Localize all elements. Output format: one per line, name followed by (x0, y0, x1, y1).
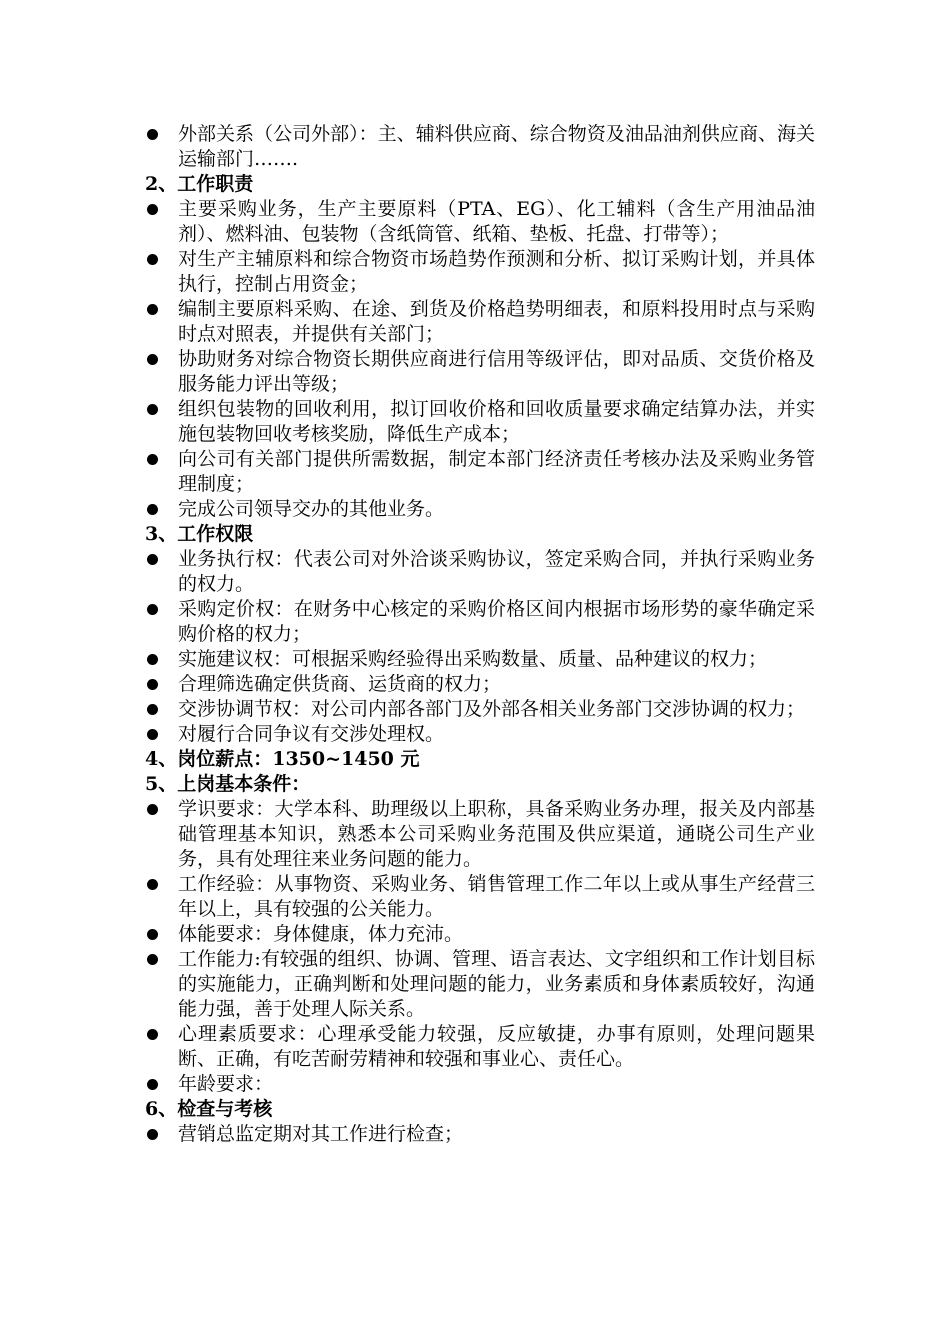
list-item (145, 447, 815, 497)
list-item (145, 247, 815, 297)
list-item-text: 组织包装物的回收利用，拟订回收价格和回收质量要求确定结算办法，并实施包装物回收考核奖励，降低生产成本； (178, 398, 815, 445)
list-item (145, 122, 815, 172)
bullet-icon (147, 929, 158, 940)
list-item-text: 学识要求：大学本科、助理级以上职称，具备采购业务办理，报关及内部基础管理基本知识，熟悉本公司采购业务范围及供应渠道，通晓公司生产业务，具有处理往来业务问题的能力。 (178, 798, 815, 870)
list-item-text: 外部关系（公司外部）：主、辅料供应商、综合物资及油品油剂供应商、海关运输部门……. (178, 123, 815, 170)
section-heading: 4、岗位薪点：1350~1450 元 (145, 748, 420, 770)
bullet-icon (147, 204, 158, 215)
bullet-icon (147, 704, 158, 715)
list-item-text: 协助财务对综合物资长期供应商进行信用等级评估，即对品质、交货价格及服务能力评出等级； (178, 348, 815, 395)
list-item-text: 工作经验：从事物资、采购业务、销售管理工作二年以上或从事生产经营三年以上，具有较强的公关能力。 (178, 873, 815, 920)
list-item (145, 672, 815, 697)
list-item-text: 业务执行权：代表公司对外洽谈采购协议，签定采购合同，并执行采购业务的权力。 (178, 548, 815, 595)
bullet-icon (147, 504, 158, 515)
list-item-text: 营销总监定期对其工作进行检查； (178, 1123, 464, 1145)
list-item (145, 697, 815, 722)
list-item-text: 工作能力:有较强的组织、协调、管理、语言表达、文字组织和工作计划目标的实施能力，正确判断和处理问题的能力，业务素质和身体素质较好，沟通能力强，善于处理人际关系。 (178, 948, 815, 1020)
list-item (145, 922, 815, 947)
list-item (145, 722, 815, 747)
list-item-text: 编制主要原料采购、在途、到货及价格趋势明细表，和原料投用时点与采购时点对照表，并提供有关部门； (178, 298, 815, 345)
list-item (145, 872, 815, 922)
document-body (145, 122, 815, 1147)
bullet-icon (147, 679, 158, 690)
list-item-text: 对生产主辅原料和综合物资市场趋势作预测和分析、拟订采购计划，并具体执行，控制占用资金； (178, 248, 815, 295)
list-item (145, 397, 815, 447)
list-item-text: 心理素质要求：心理承受能力较强，反应敏捷，办事有原则，处理问题果断、正确，有吃苦耐劳精神和较强和事业心、责任心。 (178, 1023, 815, 1070)
list-item-text: 完成公司领导交办的其他业务。 (178, 498, 445, 520)
bullet-icon (147, 404, 158, 415)
bullet-icon (147, 1029, 158, 1040)
list-item (145, 497, 815, 522)
list-item-text: 交涉协调节权：对公司内部各部门及外部各相关业务部门交涉协调的权力； (178, 698, 806, 720)
bullet-icon (147, 954, 158, 965)
bullet-icon (147, 1079, 158, 1090)
bullet-icon (147, 129, 158, 140)
bullet-icon (147, 604, 158, 615)
list-item (145, 547, 815, 597)
bullet-icon (147, 304, 158, 315)
list-item-text: 主要采购业务，生产主要原料（PTA、EG）、化工辅料（含生产用油品油剂）、燃料油、包装物（含纸筒管、纸箱、垫板、托盘、打带等）； (178, 198, 815, 245)
section-heading: 5、上岗基本条件： (145, 773, 311, 795)
list-item (145, 297, 815, 347)
list-item-text: 体能要求：身体健康，体力充沛。 (178, 923, 464, 945)
bullet-icon (147, 354, 158, 365)
list-item (145, 647, 815, 672)
bullet-icon (147, 879, 158, 890)
list-item (145, 597, 815, 647)
list-item-text: 采购定价权：在财务中心核定的采购价格区间内根据市场形势的豪华确定采购价格的权力； (178, 598, 815, 645)
bullet-icon (147, 254, 158, 265)
list-item (145, 1022, 815, 1072)
list-item (145, 797, 815, 872)
bullet-icon (147, 554, 158, 565)
list-item (145, 347, 815, 397)
list-item-text: 向公司有关部门提供所需数据，制定本部门经济责任考核办法及采购业务管理制度； (178, 448, 815, 495)
list-item-text: 实施建议权：可根据采购经验得出采购数量、质量、品种建议的权力； (178, 648, 768, 670)
list-item (145, 947, 815, 1022)
bullet-icon (147, 804, 158, 815)
section-heading: 3、工作权限 (145, 523, 254, 545)
list-item-text: 合理筛选确定供货商、运货商的权力； (178, 673, 502, 695)
list-item-text: 年龄要求： (178, 1073, 274, 1095)
bullet-icon (147, 729, 158, 740)
list-item (145, 197, 815, 247)
section-heading: 2、工作职责 (145, 173, 254, 195)
list-item (145, 1072, 815, 1097)
bullet-icon (147, 454, 158, 465)
bullet-icon (147, 654, 158, 665)
section-heading: 6、检查与考核 (145, 1098, 273, 1120)
list-item-text: 对履行合同争议有交涉处理权。 (178, 723, 445, 745)
list-item (145, 1122, 815, 1147)
bullet-icon (147, 1129, 158, 1140)
